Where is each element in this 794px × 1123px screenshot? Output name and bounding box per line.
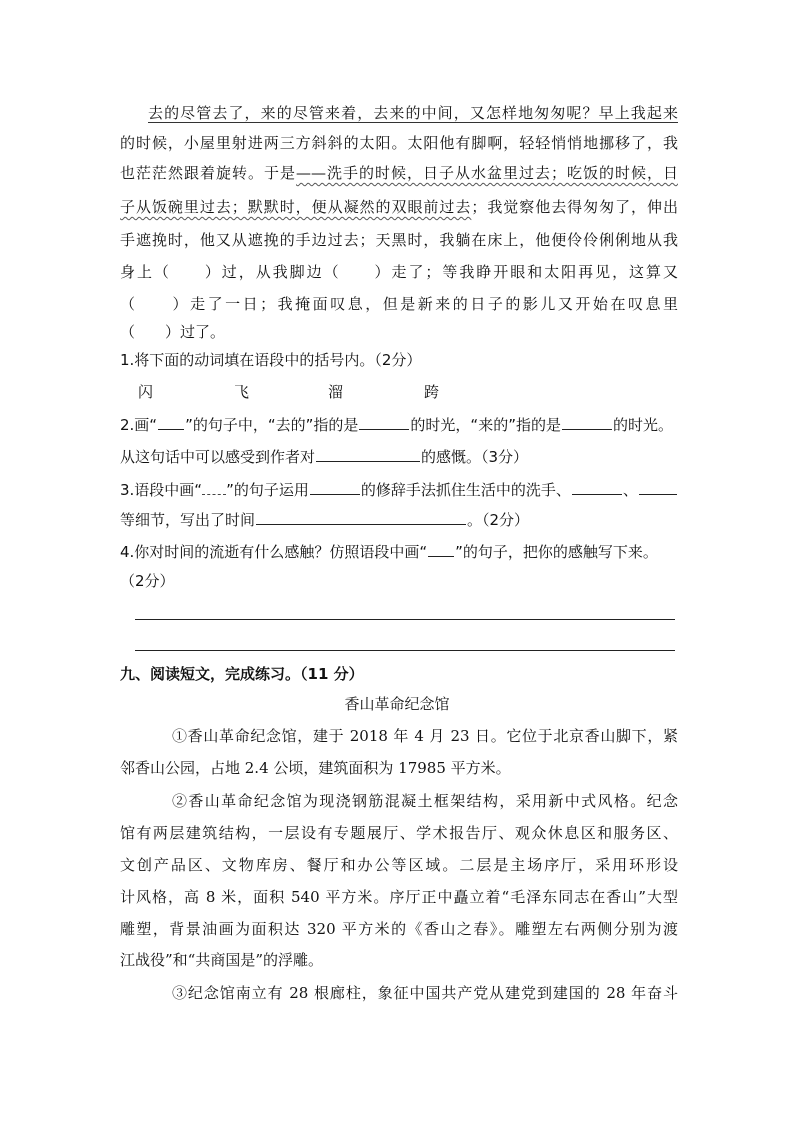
question-text: 3.语段中画“ <box>120 481 203 499</box>
question-text: ”的句子，把你的感触写下来。 <box>455 543 658 561</box>
article-p2-line-6: 江战役”和“共商国是”的浮雕。 <box>120 951 324 969</box>
article-p2-line-4: 计风格，高 8 米，面积 540 平方米。序厅正中矗立着“毛泽东同志在香山”大型 <box>120 888 678 906</box>
answer-blank[interactable] <box>359 414 409 430</box>
question-text: 的时光，“来的”指的是 <box>410 416 561 434</box>
answer-blank[interactable] <box>316 446 420 462</box>
question-3-line-2 <box>120 509 680 530</box>
passage-underlined-sentence: 去的尽管去了，来的尽管来着，去来的中间，又怎样地匆匆呢？早上我起来 <box>148 104 678 122</box>
question-text: ”的句子中，“去的”指的是 <box>185 416 359 434</box>
passage-text: ；我觉察他去得匆匆了，伸出 <box>471 198 678 216</box>
question-4-line-2: （2分） <box>120 572 175 590</box>
passage-text: 也茫茫然跟着旋转。于是 <box>120 164 296 182</box>
passage-line-6: 身上（ ）过，从我脚边（ ）走了；等我睁开眼和太阳再见，这算又 <box>120 263 678 281</box>
article-p1-line-1: ①香山革命纪念馆，建于 2018 年 4 月 23 日。它位于北京香山脚下，紧 <box>172 727 678 745</box>
answer-blank[interactable] <box>562 414 612 430</box>
article-p2-line-2: 馆有两层建筑结构，一层设有专题展厅、学术报告厅、观众休息区和服务区、 <box>120 824 678 842</box>
question-1: 1.将下面的动词填在语段中的括号内。（2分） <box>120 351 422 369</box>
question-3-line-1 <box>120 479 680 500</box>
section-heading: 九、阅读短文，完成练习。（11 分） <box>120 665 364 683</box>
question-text: 从这句话中可以感受到作者对 <box>120 448 316 466</box>
answer-line[interactable] <box>135 650 675 651</box>
answer-blank[interactable] <box>572 479 622 495</box>
question-text: 2.画“ <box>120 416 158 434</box>
passage-wavy-sentence: ——洗手的时候，日子从水盆里过去；吃饭的时候，日 <box>296 164 678 182</box>
article-p1-line-2: 邻香山公园，占地 2.4 公顷，建筑面积为 17985 平方米。 <box>120 759 511 777</box>
article-p2-line-3: 文创产品区、文物库房、餐厅和办公等区域。二层是主场序厅，采用环形设 <box>120 856 678 874</box>
answer-blank[interactable] <box>639 479 677 495</box>
question-2-line-2 <box>120 446 680 467</box>
passage-line-7: （ ）走了一日；我掩面叹息，但是新来的日子的影儿又开始在叹息里 <box>120 295 678 313</box>
question-text: 的修辞手法抓住生活中的洗手、 <box>360 481 571 499</box>
passage-line-4 <box>120 197 678 217</box>
question-4-line-1 <box>120 541 680 562</box>
word-bank-item: 溜 <box>328 383 344 401</box>
article-p2-line-5: 雕塑，背景油画为面积达 320 平方米的《香山之春》。雕塑左右两侧分别为渡 <box>120 920 678 938</box>
question-text: 等细节，写出了时间 <box>120 511 256 529</box>
passage-wavy-sentence: 子从饭碗里过去；默默时，便从凝然的双眼前过去 <box>120 198 472 216</box>
question-text: ”的句子运用 <box>226 481 309 499</box>
word-bank <box>0 381 794 401</box>
question-text: 的时光。 <box>612 416 673 434</box>
answer-line[interactable] <box>135 619 675 620</box>
underline-sample-blank <box>202 479 226 495</box>
article-title: 香山革命纪念馆 <box>344 695 450 713</box>
answer-blank[interactable] <box>256 509 466 525</box>
passage-line-5: 手遮挽时，他又从遮挽的手边过去；天黑时，我躺在床上，他便伶伶俐俐地从我 <box>120 231 678 249</box>
underline-sample-blank <box>158 414 184 430</box>
underline-sample-blank <box>428 541 454 557</box>
question-text: 、 <box>622 481 638 499</box>
article-p3-line-1: ③纪念馆南立有 28 根廊柱，象征中国共产党从建党到建国的 28 年奋斗 <box>172 984 678 1002</box>
word-bank-item: 跨 <box>424 383 440 401</box>
word-bank-item: 飞 <box>234 383 250 401</box>
passage-line-1 <box>148 103 678 123</box>
question-text: 4.你对时间的流逝有什么感触？仿照语段中画“ <box>120 543 428 561</box>
answer-blank[interactable] <box>310 479 360 495</box>
passage-line-2: 的时候，小屋里射进两三方斜斜的太阳。太阳他有脚啊，轻轻悄悄地挪移了，我 <box>120 134 678 152</box>
question-text: 。（2分） <box>467 511 530 529</box>
question-2-line-1 <box>120 414 680 435</box>
article-p2-line-1: ②香山革命纪念馆为现浇钢筋混凝土框架结构，采用新中式风格。纪念 <box>172 792 678 810</box>
question-text: 的感慨。（3分） <box>421 448 529 466</box>
passage-line-8: （ ）过了。 <box>120 323 226 341</box>
word-bank-item: 闪 <box>138 383 154 401</box>
passage-line-3 <box>120 163 678 183</box>
